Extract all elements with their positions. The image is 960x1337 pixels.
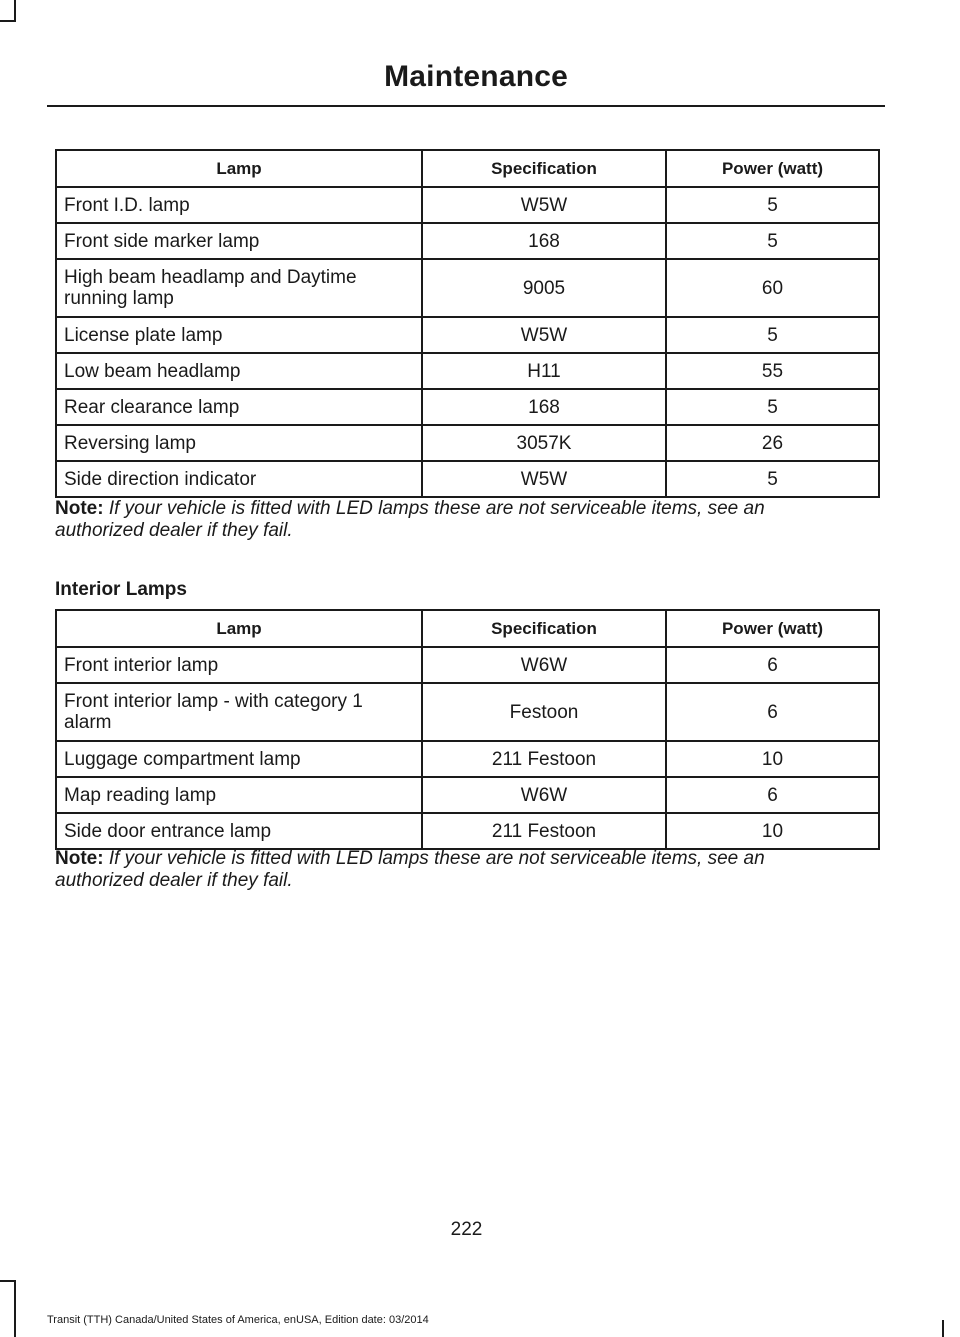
specification-cell: 211 Festoon <box>422 741 666 777</box>
table-row <box>56 353 879 389</box>
lamp-cell: High beam headlamp and Daytime running lamp <box>56 259 422 317</box>
lamp-cell: Front side marker lamp <box>56 223 422 259</box>
lamp-cell: Map reading lamp <box>56 777 422 813</box>
specification-cell: H11 <box>422 353 666 389</box>
footer-edition-info: Transit (TTH) Canada/United States of America, enUSA, Edition date: 03/2014 <box>47 1314 429 1326</box>
lamp-cell: Rear clearance lamp <box>56 389 422 425</box>
table-header-row <box>56 150 879 187</box>
column-header-lamp: Lamp <box>56 610 422 647</box>
interior-lamps-table <box>55 609 880 850</box>
lamp-cell: Side direction indicator <box>56 461 422 497</box>
column-header-specification: Specification <box>422 610 666 647</box>
power-cell: 10 <box>666 741 879 777</box>
note-exterior <box>55 498 855 542</box>
lamp-cell: Front interior lamp <box>56 647 422 683</box>
table-row <box>56 389 879 425</box>
power-cell: 6 <box>666 777 879 813</box>
specification-cell: Festoon <box>422 683 666 741</box>
page-title: Maintenance <box>384 60 568 93</box>
table-row <box>56 223 879 259</box>
note-label: Note: <box>55 848 104 869</box>
power-cell: 5 <box>666 389 879 425</box>
table-row <box>56 741 879 777</box>
column-header-lamp: Lamp <box>56 150 422 187</box>
column-header-specification: Specification <box>422 150 666 187</box>
specification-cell: 168 <box>422 389 666 425</box>
specification-cell: 168 <box>422 223 666 259</box>
note-text: If your vehicle is fitted with LED lamps these are not serviceable items, see an authorized dealer if they fail. <box>55 848 765 891</box>
lamp-cell: Low beam headlamp <box>56 353 422 389</box>
crop-mark <box>14 1280 16 1337</box>
power-cell: 60 <box>666 259 879 317</box>
lamp-cell: Front I.D. lamp <box>56 187 422 223</box>
specification-cell: W5W <box>422 317 666 353</box>
table-row <box>56 461 879 497</box>
power-cell: 10 <box>666 813 879 849</box>
column-header-power: Power (watt) <box>666 150 879 187</box>
section-heading-interior-lamps: Interior Lamps <box>55 579 187 600</box>
power-cell: 5 <box>666 317 879 353</box>
specification-cell: W6W <box>422 647 666 683</box>
power-cell: 6 <box>666 683 879 741</box>
exterior-lamps-table <box>55 149 880 498</box>
crop-mark <box>0 20 16 22</box>
specification-cell: W6W <box>422 777 666 813</box>
note-text: If your vehicle is fitted with LED lamps these are not serviceable items, see an authorized dealer if they fail. <box>55 498 765 541</box>
table-header-row <box>56 610 879 647</box>
note-interior <box>55 848 855 892</box>
note-label: Note: <box>55 498 104 519</box>
specification-cell: 211 Festoon <box>422 813 666 849</box>
page-number: 222 <box>450 1219 483 1240</box>
power-cell: 5 <box>666 223 879 259</box>
table-row <box>56 259 879 317</box>
lamp-cell: Reversing lamp <box>56 425 422 461</box>
lamp-cell: Front interior lamp - with category 1 alarm <box>56 683 422 741</box>
power-cell: 5 <box>666 461 879 497</box>
specification-cell: 9005 <box>422 259 666 317</box>
power-cell: 26 <box>666 425 879 461</box>
power-cell: 6 <box>666 647 879 683</box>
lamp-cell: License plate lamp <box>56 317 422 353</box>
column-header-power: Power (watt) <box>666 610 879 647</box>
table-row <box>56 683 879 741</box>
header-divider <box>47 105 885 107</box>
crop-mark <box>0 1280 16 1282</box>
table-row <box>56 425 879 461</box>
lamp-cell: Side door entrance lamp <box>56 813 422 849</box>
power-cell: 5 <box>666 187 879 223</box>
crop-mark <box>14 0 16 20</box>
table-row <box>56 317 879 353</box>
lamp-cell: Luggage compartment lamp <box>56 741 422 777</box>
table-row <box>56 187 879 223</box>
specification-cell: W5W <box>422 187 666 223</box>
power-cell: 55 <box>666 353 879 389</box>
table-row <box>56 647 879 683</box>
table-row <box>56 777 879 813</box>
specification-cell: 3057K <box>422 425 666 461</box>
specification-cell: W5W <box>422 461 666 497</box>
crop-mark <box>942 1320 944 1337</box>
table-row <box>56 813 879 849</box>
